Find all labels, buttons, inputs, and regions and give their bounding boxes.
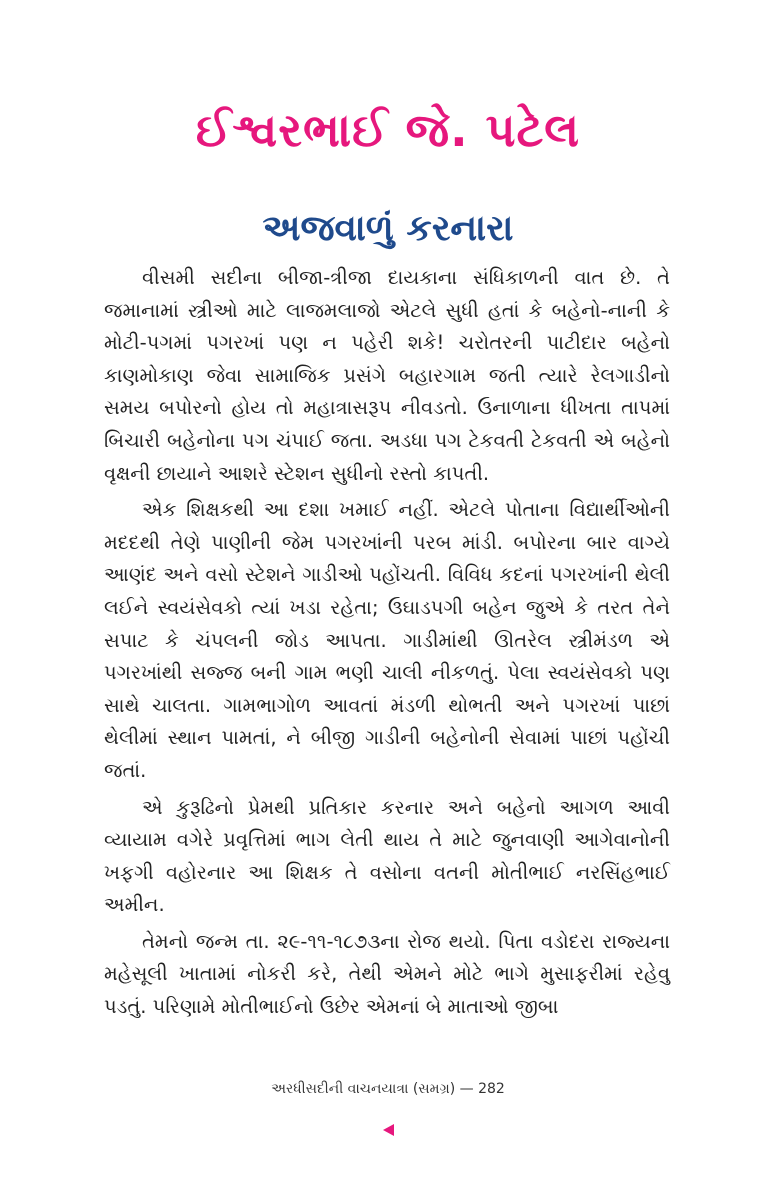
author-name: ઈશ્વરભાઈ જે. પટેલ bbox=[195, 103, 581, 157]
triangle-left-icon bbox=[379, 1121, 397, 1139]
page-footer: અરધીસદીની વાચનયાત્રા (સમગ્ર) — 282 bbox=[271, 1081, 505, 1097]
previous-page-button[interactable] bbox=[376, 1118, 400, 1142]
paragraph: તેમનો જન્મ તા. ૨૯-૧૧-૧૮૭૩ના રોજ થયો. પિતા વડોદરા રાજ્યના મહેસૂલી ખાતામાં નોકરી કરે, તેથી એમને મોટે ભાગે મુસાફરીમાં રહેવુ પડતું. પરિણામે મોતીભાઈનો ઉછેર એમનાં બે માતાઓ જીબા bbox=[104, 929, 670, 1019]
article-body bbox=[104, 262, 670, 1028]
article-title: અજવાળું કરનારા bbox=[262, 208, 514, 249]
paragraph: એ કુરૂઢિનો પ્રેમથી પ્રતિકાર કરનાર અને બહેનો આગળ આવી વ્યાયામ વગેરે પ્રવૃત્તિમાં ભાગ લેતી થાય તે માટે જુનવાણી આગેવાનોની ખફગી વહોરનાર આ શિક્ષક તે વસોના વતની મોતીભાઈ નરસિંહભાઈ અમીન. bbox=[104, 795, 670, 917]
paragraph: એક શિક્ષકથી આ દશા ખમાઈ નહીં. એટલે પોતાના વિદ્યાર્થીઓની મદદથી તેણે પાણીની જેમ પગરખાંની પરબ માંડી. બપોરના બાર વાગ્યે આણંદ અને વસો સ્ટેશને ગાડીઓ પહોંચતી. વિવિધ કદનાં પગરખાંની થેલી લઈને સ્વયંસેવકો ત્યાં ખડા રહેતા; ઉઘાડપગી બહેન જુએ કે તરત તેને સપાટ કે ચંપલની જોડ આપતા. ગાડીમાંથી ઊતરેલ સ્ત્રીમંડળ એ પગરખાંથી સજ્જ બની ગામ ભણી ચાલી નીકળતું. પેલા સ્વયંસેવકો પણ સાથે ચાલતા. ગામભાગોળ આવતાં મંડળી થોભતી અને પગરખાં પાછાં થેલીમાં સ્થાન પામતાં, ને બીજી ગાડીની બહેનોની સેવામાં પાછાં પહોંચી જતાં. bbox=[104, 498, 670, 782]
paragraph: વીસમી સદીના બીજા-ત્રીજા દાયકાના સંધિકાળની વાત છે. તે જમાનામાં સ્ત્રીઓ માટે લાજમલાજો એટલે સુધી હતાં કે બહેનો-નાની કે મોટી-પગમાં પગરખાં પણ ન પહેરી શકે! ચરોતરની પાટીદાર બહેનો કાણમોકાણ જેવા સામાજિક પ્રસંગે બહારગામ જતી ત્યારે રેલગાડીનો સમય બપોરનો હોય તો મહાત્રાસરૂપ નીવડતો. ઉનાળાના ધીખતા તાપમાં બિચારી બહેનોના પગ ચંપાઈ જતા. અડધા પગ ટેકવતી ટેકવતી એ બહેનો વૃક્ષની છાયાને આશરે સ્ટેશન સુધીનો રસ્તો કાપતી. bbox=[104, 266, 670, 485]
